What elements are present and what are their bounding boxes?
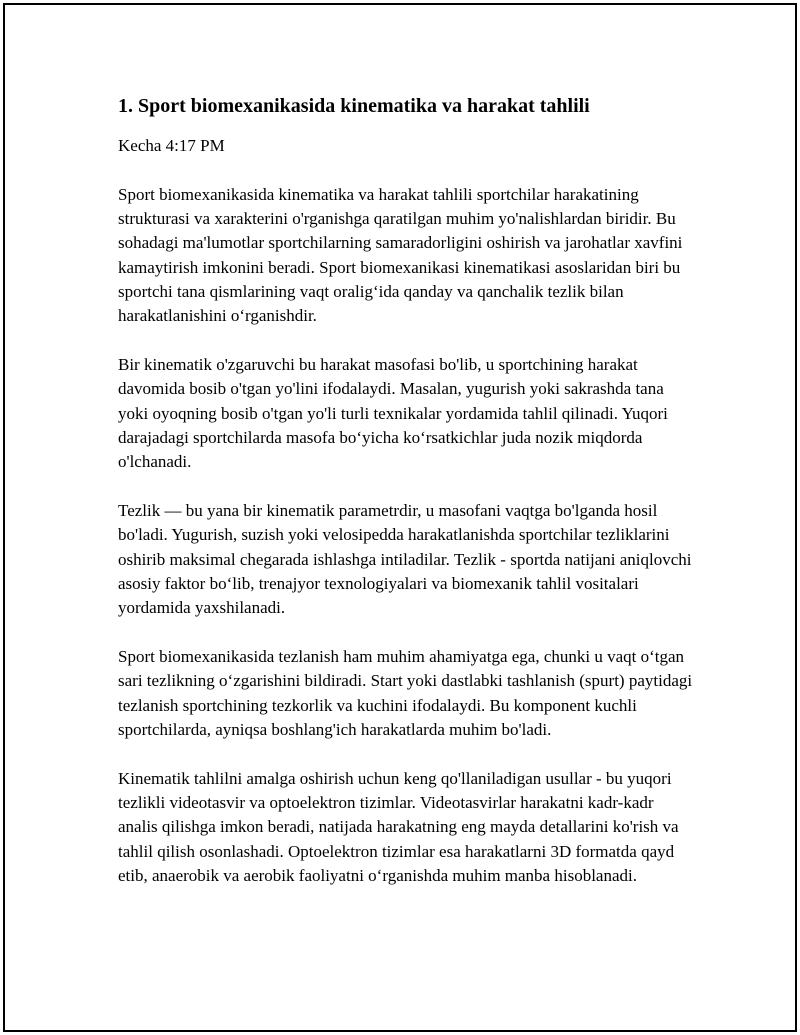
paragraph-3: Tezlik — bu yana bir kinematik parametrdir, u masofani vaqtga bo'lganda hosil bo'ladi. Yugurish, suzish yoki velosipedda harakatlanishda sportchilar tezliklarini oshirib maksimal chegarada ishlashga intiladilar. Tezlik - sportda natijani aniqlovchi asosiy faktor bo‘lib, trenajyor texnologiyalari va biomexanik tahlil vositalari yordamida yaxshilanadi. (118, 501, 692, 618)
paragraph-1: Sport biomexanikasida kinematika va harakat tahlili sportchilar harakatining strukturasi va xarakterini o'rganishga qaratilgan muhim yo'nalishlardan biridir. Bu sohadagi ma'lumotlar sportchilarning samaradorligini oshirish va jarohatlar xavfini kamaytirish imkonini beradi. Sport biomexanikasi kinematikasi asoslaridan biri bu sportchi tana qismlarining vaqt oralig‘ida qanday va qanchalik tezlik bilan harakatlanishini o‘rganishdir. (118, 185, 683, 326)
paragraph-5: Kinematik tahlilni amalga oshirish uchun keng qo'llaniladigan usullar - bu yuqori tezlikli videotasvir va optoelektron tizimlar. Videotasvirlar harakatni kadr-kadr analis qilishga imkon beradi, natijada harakatning eng mayda detallarini ko'rish va tahlil qilish osonlashadi. Optoelektron tizimlar esa harakatlarni 3D formatda qayd etib, anaerobik va aerobik faoliyatni o‘rganishda muhim manba hisoblanadi. (118, 769, 679, 885)
paragraph-2: Bir kinematik o'zgaruvchi bu harakat masofasi bo'lib, u sportchining harakat davomida bosib o'tgan yo'lini ifodalaydi. Masalan, yugurish yoki sakrashda tana yoki oyoqning bosib o'tgan yo'li turli texnikalar yordamida tahlil qilinadi. Yuqori darajadagi sportchilarda masofa bo‘yicha ko‘rsatkichlar juda nozik miqdorda o'lchanadi. (118, 355, 668, 472)
document-body (118, 92, 693, 888)
timestamp: Kecha 4:17 PM (118, 136, 225, 155)
paragraph-4: Sport biomexanikasida tezlanish ham muhim ahamiyatga ega, chunki u vaqt o‘tgan sari tezlikning o‘zgarishini bildiradi. Start yoki dastlabki tashlanish (spurt) paytidagi tezlanish sportchining tezkorlik va kuchini ifodalaydi. Bu komponent kuchli sportchilarda, ayniqsa boshlang'ich harakatlarda muhim bo'ladi. (118, 647, 693, 739)
document-title: 1. Sport biomexanikasida kinematika va harakat tahlili (118, 95, 590, 117)
